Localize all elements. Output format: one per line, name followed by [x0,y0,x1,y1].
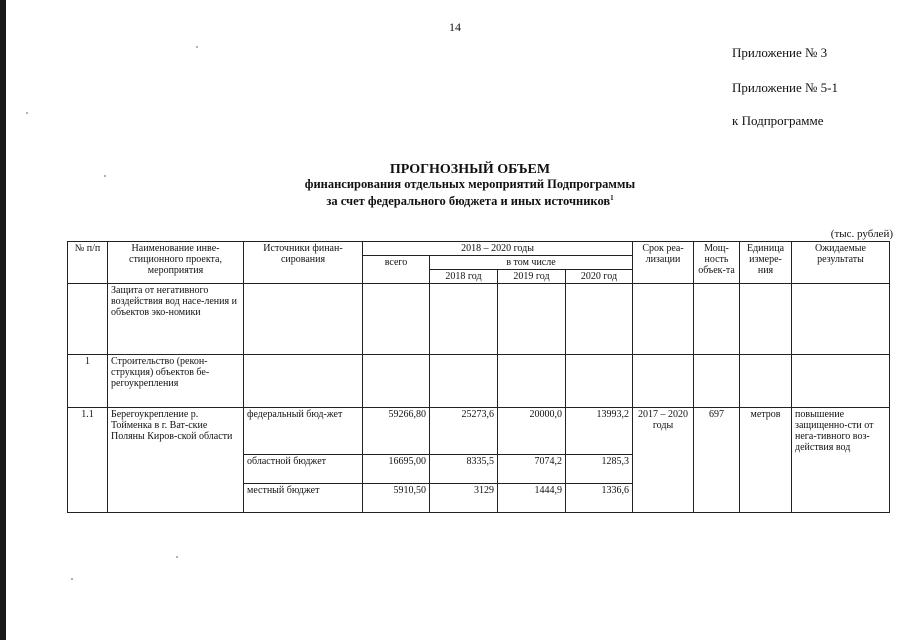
units-label: (тыс. рублей) [830,228,893,240]
scan-speck [104,175,106,177]
item-1-name: Строительство (рекон-струкция) объектов бе-регоукрепления [108,355,244,408]
header-unit: Единица измере-ния [740,242,792,284]
scan-edge-bar [0,0,6,640]
total-cell: 5910,50 [363,484,430,513]
title-line-3 [245,191,695,208]
header-period: 2018 – 2020 годы [363,242,633,256]
header-term: Срок реа-лизации [633,242,694,284]
section-name: Защита от негативного воздействия вод насе-ления и объектов эко-номики [108,284,244,355]
appendix-line-2: Приложение № 5-1 [732,80,839,95]
y2020-cell: 1285,3 [566,455,633,484]
y2020-cell: 13993,2 [566,408,633,455]
source-cell: областной бюджет [244,455,363,484]
table-row [68,355,890,408]
total-cell: 59266,80 [363,408,430,455]
y2019-cell: 7074,2 [498,455,566,484]
footnote-mark: 1 [610,194,614,202]
appendix-line-1: Приложение № 3 [732,45,828,60]
page-number: 14 [449,20,461,34]
item-1-1-num: 1.1 [68,408,108,513]
item-1-1-term: 2017 – 2020 годы [633,408,694,513]
scan-speck [71,578,73,580]
y2018-cell: 8335,5 [430,455,498,484]
source-cell: федеральный бюд-жет [244,408,363,455]
y2018-cell: 25273,6 [430,408,498,455]
header-results: Ожидаемые результаты [792,242,890,284]
header-including: в том числе [430,256,633,270]
item-1-1-name: Берегоукрепление р. Тойменка в г. Ват-ские Поляны Киров-ской области [108,408,244,513]
source-cell: местный бюджет [244,484,363,513]
financing-table [67,241,890,513]
total-cell: 16695,00 [363,455,430,484]
item-1-1-results: повышение защищенно-сти от нега-тивного воз-действия вод [792,408,890,513]
y2019-cell: 20000,0 [498,408,566,455]
item-1-num: 1 [68,355,108,408]
header-num: № п/п [68,242,108,284]
header-2019: 2019 год [498,270,566,284]
y2018-cell: 3129 [430,484,498,513]
scan-speck [196,46,198,48]
table-row [68,284,890,355]
header-name: Наименование инве-стиционного проекта, мероприятия [108,242,244,284]
appendix-line-3: к Подпрограмме [732,113,824,128]
document-title [245,163,695,208]
item-1-1-unit: метров [740,408,792,513]
header-total: всего [363,256,430,284]
header-2018: 2018 год [430,270,498,284]
scan-speck [176,556,178,558]
header-2020: 2020 год [566,270,633,284]
table-row [68,408,890,455]
scan-speck [26,112,28,114]
header-sources: Источники финан-сирования [244,242,363,284]
item-1-1-capacity: 697 [694,408,740,513]
header-capacity: Мощ-ность объек-та [694,242,740,284]
title-line-1: ПРОГНОЗНЫЙ ОБЪЕМ [389,162,551,177]
title-line-2: финансирования отдельных мероприятий Подпрограммы [304,177,636,191]
y2020-cell: 1336,6 [566,484,633,513]
title-line-3-text: за счет федерального бюджета и иных источников [326,194,611,209]
y2019-cell: 1444,9 [498,484,566,513]
